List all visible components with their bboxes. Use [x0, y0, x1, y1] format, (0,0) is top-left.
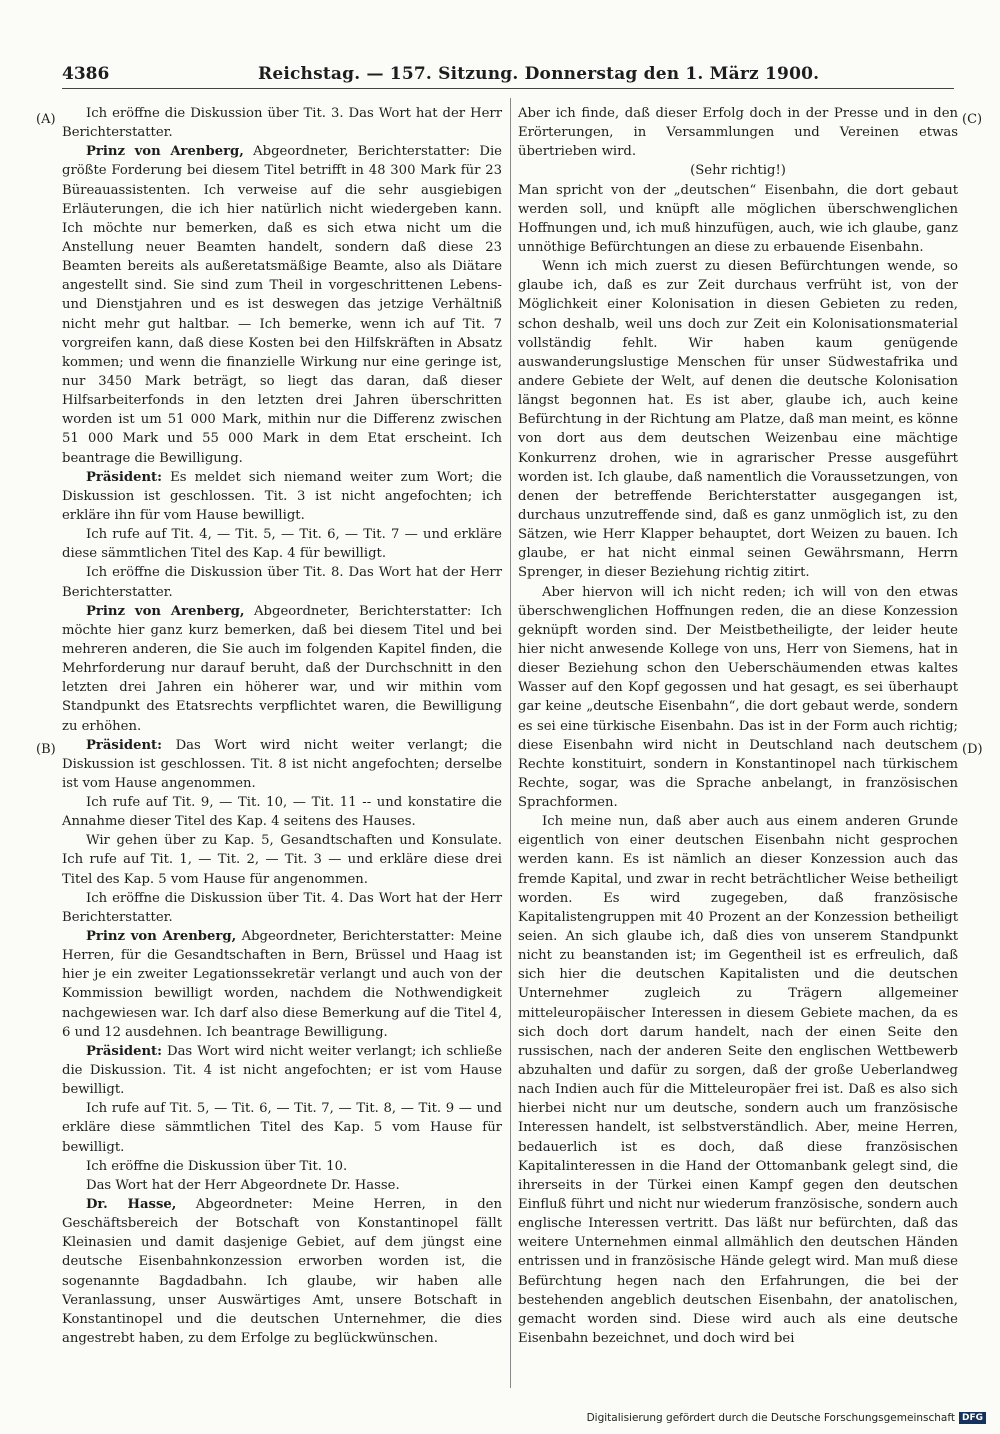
paragraph [62, 793, 502, 831]
paragraph [62, 602, 502, 736]
paragraph [518, 181, 958, 258]
paragraph [62, 1195, 502, 1348]
paragraph-text: Ich eröffne die Diskussion über Tit. 8. Das Wort hat der Herr Berichterstatter. [62, 565, 502, 600]
paragraph [62, 104, 502, 142]
paragraph [62, 1042, 502, 1099]
footer [587, 1412, 986, 1424]
paragraph-text: Ich rufe auf Tit. 5, — Tit. 6, — Tit. 7, — Tit. 8, — Tit. 9 — und erkläre diese sämmtlichen Titel des Kap. 5 vom Hause für bewilligt. [62, 1101, 502, 1155]
paragraph-text: Abgeordneter: Meine Herren, in den Geschäftsbereich der Botschaft von Konstantinopel fällt Kleinasien und damit dasjenige Gebiet, auf dem jüngst eine deutsche Eisenbahnkonzession erworben worden ist, die sogenannte Bagdadbahn. Ich glaube, wir haben alle Veranlassung, unser Auswärtiges Amt, unsere Botschaft in Konstantinopel und die deutschen Unternehmer, die dies angestrebt haben, zu dem Erfolge zu beglückwünschen. [62, 1197, 502, 1346]
paragraph-text: Ich eröffne die Diskussion über Tit. 4. Das Wort hat der Herr Berichterstatter. [62, 890, 502, 925]
paragraph [62, 525, 502, 563]
paragraph [62, 1176, 502, 1195]
page-number: 4386 [62, 64, 110, 84]
paragraph-text: Aber ich finde, daß dieser Erfolg doch in der Presse und in den Erörterungen, in Versammlungen und Vereinen etwas übertrieben wird. [518, 106, 958, 160]
paragraph [62, 1157, 502, 1176]
paragraph-text: Das Wort wird nicht weiter verlangt; ich schließe die Diskussion. Tit. 4 ist nicht angefochten; er ist vom Hause bewilligt. [62, 1043, 502, 1098]
paragraph-text: Ich eröffne die Diskussion über Tit. 3. Das Wort hat der Herr Berichterstatter. [62, 106, 502, 141]
paragraph-text: Abgeordneter, Berichterstatter: Ich möchte hier ganz kurz bemerken, daß bei diesem Titel und bei mehreren anderen, die Sie auch im folgenden Kapitel finden, die Mehrforderung nur darauf beruht, daß der Durchschnitt in den letzten drei Jahren ein höherer war, und wir mithin vom Standpunkt des Etatsrechts verpflichtet waren, die Bewilligung zu erhöhen. [62, 603, 502, 734]
speaker-name: Prinz von Arenberg, [86, 144, 244, 160]
page-header [62, 58, 952, 88]
paragraph-text: Abgeordneter, Berichterstatter: Meine Herren, für die Gesandtschaften in Bern, Brüssel und Haag ist hier je ein zweiter Legationssekretär verlangt und auch von der Kommission bewilligt worden, nachdem die Nothwendigkeit nachgewiesen war. Ich darf also diese Bemerkung auf die Titel 4, 6 und 12 ausdehnen. Ich beantrage Bewilligung. [62, 929, 502, 1040]
paragraph-text: Es meldet sich niemand weiter zum Wort; die Diskussion ist geschlossen. Tit. 3 ist nicht angefochten; ich erkläre ihn für vom Hause bewilligt. [62, 469, 502, 523]
margin-marker-d: (D) [962, 742, 983, 757]
paragraph [62, 889, 502, 927]
speaker-name: Präsident: [86, 1043, 163, 1059]
header-rule [62, 88, 954, 89]
speaker-name: Präsident: [86, 737, 163, 753]
paragraph [62, 831, 502, 888]
speaker-name: Dr. Hasse, [86, 1197, 177, 1213]
paragraph-text: (Sehr richtig!) [690, 163, 786, 179]
paragraph [62, 1099, 502, 1156]
left-column [62, 104, 502, 1348]
paragraph-text: Ich eröffne die Diskussion über Tit. 10. [86, 1158, 348, 1174]
paragraph-text: Ich rufe auf Tit. 9, — Tit. 10, — Tit. 11 -- und konstatire die Annahme dieser Titel des Kap. 4 seitens des Hauses. [62, 795, 502, 830]
paragraph [518, 812, 958, 1348]
margin-marker-c: (C) [962, 112, 983, 127]
right-column [518, 104, 958, 1348]
paragraph [62, 927, 502, 1042]
paragraph [62, 468, 502, 525]
paragraph [518, 257, 958, 582]
paragraph-text: Das Wort wird nicht weiter verlangt; die Diskussion ist geschlossen. Tit. 8 ist nicht angefochten; derselbe ist vom Hause angenommen. [62, 737, 502, 791]
margin-marker-a: (A) [36, 112, 56, 127]
paragraph-text: Ich meine nun, daß aber auch aus einem anderen Grunde eigentlich von einer deutschen Eisenbahn nicht gesprochen werden kann. Es ist nämlich an dieser Konzession auch das fremde Kapital, und zwar in recht beträchtlicher Weise betheiligt worden. Es wird zugegeben, daß französische Kapitalistengruppen mit 40 Prozent an der Konzession betheiligt seien. An sich glaube ich, daß dies von unserem Standpunkt nicht zu beanstanden ist; im Gegentheil ist es erfreulich, daß sich hier die deutschen Kapitalisten und die deutschen Unternehmer zugleich zu Trägern allgemeiner mitteleuropäischer Interessen in diesem Gebiete machen, da es sich doch dort darum handelt, nach der einen Seite den russischen, nach der anderen Seite den englischen Wettbewerb abzuhalten und dafür zu sorgen, daß der große Ueberlandweg nach Indien auch für die Mitteleuropäer frei ist. Daß es also sich hierbei nicht nur um deutsche, sondern auch um französische Interessen handelt, ist selbstverständlich. Aber, meine Herren, bedauerlich ist es doch, daß diese französischen Kapitalinteressen in die Hand der Ottomanbank gelegt sind, die ihrerseits in der Türkei einen Kampf gegen den deutschen Einfluß führt und nicht nur wiederum französische, sondern auch englische Interessen vertritt. Das läßt nur befürchten, daß das weitere Unternehmen einmal allmählich den deutschen Händen entrissen und in französische Hände gelegt wird. Man muß diese Befürchtung hegen nach den Erfahrungen, die bei der bestehenden angeblich deutschen Eisenbahn, der anatolischen, gemacht worden sind. Diese wird auch als eine deutsche Eisenbahn bezeichnet, und doch wird bei [518, 814, 958, 1346]
margin-marker-b: (B) [36, 742, 56, 757]
paragraph [518, 104, 958, 161]
speaker-name: Präsident: [86, 469, 163, 485]
column-divider [510, 98, 511, 1388]
paragraph-text: Das Wort hat der Herr Abgeordnete Dr. Hasse. [86, 1177, 400, 1193]
speaker-name: Prinz von Arenberg, [86, 603, 245, 619]
paragraph-text: Ich rufe auf Tit. 4, — Tit. 5, — Tit. 6, — Tit. 7 — und erkläre diese sämmtlichen Titel des Kap. 4 für bewilligt. [62, 527, 502, 562]
footer-credit: Digitalisierung gefördert durch die Deutsche Forschungsgemeinschaft [586, 1412, 955, 1424]
dfg-logo: DFG [959, 1412, 986, 1424]
paragraph-text: Wenn ich mich zuerst zu diesen Befürchtungen wende, so glaube ich, daß es zur Zeit durchaus verfrüht ist, von der Möglichkeit einer Kolonisation in diesen Gebieten zu reden, schon deshalb, weil uns doch zur Zeit ein Kolonisationsmaterial vollständig fehlt. Wir haben kaum genügende auswanderungslustige Menschen für unser Südwestafrika und andere Gebiete der Welt, auf denen die deutsche Kolonisation längst begonnen hat. Es ist aber, glaube ich, auch keine Befürchtung in der Richtung am Platze, daß man meint, es könne von dort aus dem deutschen Weizenbau eine mächtige Konkurrenz drohen, wie in agrarischer Presse ausgeführt worden ist. Ich glaube, daß namentlich die Voraussetzungen, von denen der betreffende Berichterstatter ausgegangen ist, durchaus unzutreffende sind, daß es ganz unmöglich ist, zu den Sätzen, wie Herr Klapper behauptet, dort Weizen zu bauen. Ich glaube, er hat nicht einmal seinen Gewährsmann, Herrn Sprenger, in dieser Beziehung richtig zitirt. [518, 259, 958, 581]
paragraph-text: Wir gehen über zu Kap. 5, Gesandtschaften und Konsulate. Ich rufe auf Tit. 1, — Tit. 2, — Tit. 3 — und erkläre diese drei Titel des Kap. 5 vom Hause für angenommen. [62, 833, 502, 887]
speaker-name: Prinz von Arenberg, [86, 929, 237, 945]
running-head: Reichstag. — 157. Sitzung. Donnerstag den 1. März 1900. [258, 64, 820, 84]
paragraph [62, 142, 502, 467]
paragraph [518, 583, 958, 813]
paragraph-text: Aber hiervon will ich nicht reden; ich will von den etwas überschwenglichen Hoffnungen reden, die an diese Konzession geknüpft worden sind. Der Meistbetheiligte, der leider heute hier nicht anwesende Kollege von uns, Herr von Siemens, hat in dieser Beziehung schon den Ueberschäumenden etwas kaltes Wasser auf den Kopf gegossen und hat gesagt, es sei überhaupt gar keine „deutsche Eisenbahn“, die dort gebaut werde, sondern es sei eine türkische Eisenbahn. Das ist in der Form auch richtig; diese Eisenbahn wird nicht in Deutschland nach deutschem Rechte konstituirt, sondern in Konstantinopel nach türkischem Rechte, sogar, was die Sprache anbelangt, in französischen Sprachformen. [518, 584, 958, 811]
paragraph-text: Man spricht von der „deutschen“ Eisenbahn, die dort gebaut werden soll, und knüpft alle möglichen überschwenglichen Hoffnungen und, ich muß hinzufügen, auch, wie ich glaube, ganz unnöthige Befürchtungen an diese zu erbauende Eisenbahn. [518, 182, 958, 255]
paragraph [62, 563, 502, 601]
paragraph [518, 161, 958, 180]
paragraph [62, 736, 502, 793]
paragraph-text: Abgeordneter, Berichterstatter: Die größte Forderung bei diesem Titel betrifft in 48 300 Mark für 23 Büreauassistenten. Ich verweise auf die sehr ausgiebigen Erläuterungen, die ich hier natürlich nicht wiedergeben kann. Ich möchte nur bemerken, daß es sich etwa nicht um die Anstellung neuer Beamten handelt, sondern daß diese 23 Beamten bereits als außeretatsmäßige Beamte, also als Diätare angestellt sind. Sie sind zum Theil in vorgeschrittenen Lebens- und Dienstjahren und es ist deswegen das jetzige Verhältniß nicht mehr gut haltbar. — Ich bemerke, wenn ich auf Tit. 7 vorgreifen kann, daß diese Kosten bei den Hilfskräften in Absatz kommen; und wenn die finanzielle Wirkung nur eine geringe ist, nur 3450 Mark beträgt, so liegt das daran, daß dieser Hilfsarbeiterfonds in den letzten drei Jahren überschritten worden ist um 51 000 Mark, mithin nur die Differenz zwischen 51 000 Mark und 55 000 Mark in dem Etat erscheint. Ich beantrage die Bewilligung. [62, 144, 502, 466]
